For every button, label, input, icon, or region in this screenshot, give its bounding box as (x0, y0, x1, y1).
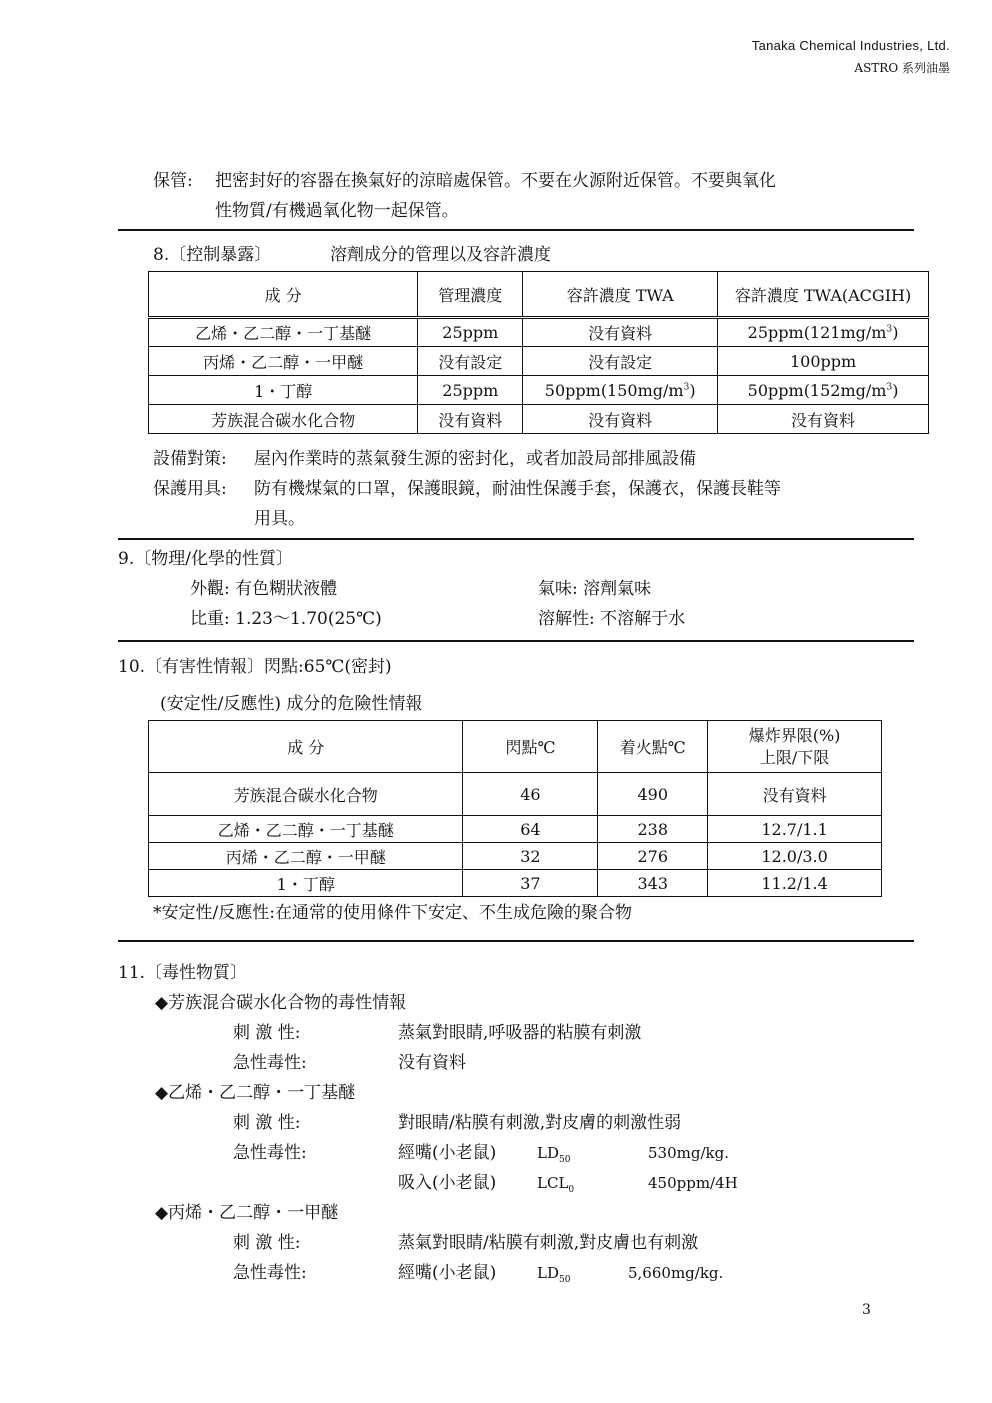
table-cell: 1・丁醇 (149, 870, 463, 897)
table-row (149, 870, 882, 897)
stability-note: *安定性/反應性:在通常的使用條件下安定、不生成危險的聚合物 (153, 903, 632, 923)
specific-gravity: 比重: 1.23～1.70(25℃) (190, 609, 382, 629)
table-header-row (149, 721, 882, 773)
table-cell: 490 (598, 773, 708, 816)
tox-heading-aromatic: ◆芳族混合碳水化合物的毒性情報 (155, 993, 407, 1013)
storage-label: 保管: (153, 171, 193, 191)
page-number: 3 (862, 1302, 871, 1318)
table-cell: 46 (463, 773, 598, 816)
acute-toxicity-label: 急性毒性: (233, 1263, 307, 1283)
table-cell: 276 (598, 843, 708, 870)
ld50-label: $LD_{50}$ (537, 1264, 571, 1285)
ld50-value: 530mg/kg. (648, 1144, 729, 1162)
table-row (149, 773, 882, 816)
irritation-text: 蒸氣對眼睛/粘膜有刺激,對皮膚也有刺激 (398, 1233, 699, 1253)
col-header: 容許濃度 TWA (523, 272, 718, 318)
table-cell: 1・丁醇 (149, 376, 418, 405)
appearance: 外觀: 有色糊狀液體 (190, 579, 338, 599)
table-cell: 12.0/3.0 (708, 843, 882, 870)
protection-line-2: 用具。 (254, 509, 305, 529)
company-name: Tanaka Chemical Industries, Ltd. (751, 38, 950, 53)
table-cell: 100ppm (718, 347, 929, 376)
lcl0-label: $LCL_0$ (537, 1174, 575, 1195)
table-cell: 没有設定 (523, 347, 718, 376)
col-header: 着火點℃ (598, 721, 708, 773)
table-cell: 343 (598, 870, 708, 897)
table-cell: $50ppm(150mg/m^3)$ (523, 376, 718, 405)
table-header-row (149, 272, 929, 318)
table-cell: $50ppm(152mg/m^3)$ (718, 376, 929, 405)
table-cell: 12.7/1.1 (708, 816, 882, 843)
table-cell: $25ppm(121mg/m^3)$ (718, 318, 929, 347)
table-cell: 没有設定 (418, 347, 523, 376)
table-cell: 64 (463, 816, 598, 843)
acute-toxicity-route: 吸入(小老鼠) (398, 1173, 497, 1193)
table-row (149, 376, 929, 405)
col-header: 閃點℃ (463, 721, 598, 773)
table-cell: 丙烯・乙二醇・一甲醚 (149, 347, 418, 376)
col-header: 管理濃度 (418, 272, 523, 318)
acute-toxicity-route: 經嘴(小老鼠) (398, 1143, 497, 1163)
sec10-subtitle: (安定性/反應性) 成分的危險性情報 (160, 694, 423, 714)
table-cell: 芳族混合碳水化合物 (149, 773, 463, 816)
table-row (149, 318, 929, 347)
solubility: 溶解性: 不溶解于水 (538, 609, 686, 629)
table-cell: 238 (598, 816, 708, 843)
table-cell: 11.2/1.4 (708, 870, 882, 897)
acute-toxicity-label: 急性毒性: (233, 1053, 307, 1073)
divider (118, 940, 914, 942)
acute-toxicity-route: 經嘴(小老鼠) (398, 1263, 497, 1283)
irritation-label: 刺 激 性: (233, 1023, 301, 1043)
divider (118, 538, 914, 540)
ld50-label: $LD_{50}$ (537, 1144, 571, 1165)
divider (118, 229, 914, 231)
table-cell: 没有資料 (418, 405, 523, 434)
col-header: 容許濃度 TWA(ACGIH) (718, 272, 929, 318)
sec8-subtitle: 溶劑成分的管理以及容許濃度 (330, 245, 551, 265)
sec8-title: 8.〔控制暴露〕 (153, 245, 272, 265)
table-cell: 没有資料 (718, 405, 929, 434)
sec10-title: 10.〔有害性情報〕閃點:65℃(密封) (118, 657, 392, 677)
divider (118, 640, 914, 642)
storage-line-1: 把密封好的容器在換氣好的涼暗處保管。不要在火源附近保管。不要與氧化 (215, 171, 776, 191)
tox-heading-methyl-ether: ◆丙烯・乙二醇・一甲醚 (155, 1203, 339, 1223)
irritation-label: 刺 激 性: (233, 1233, 301, 1253)
col-header: 爆炸界限(%) 上限/下限 (708, 721, 882, 773)
col-header: 成 分 (149, 272, 418, 318)
equipment-label: 設備對策: (153, 449, 227, 469)
table-cell: 乙烯・乙二醇・一丁基醚 (149, 816, 463, 843)
table-cell: 乙烯・乙二醇・一丁基醚 (149, 318, 418, 347)
ld50-value: 5,660mg/kg. (628, 1264, 724, 1282)
odor: 氣味: 溶劑氣味 (538, 579, 652, 599)
protection-label: 保護用具: (153, 479, 227, 499)
table-cell: 37 (463, 870, 598, 897)
acute-toxicity-text: 没有資料 (398, 1053, 466, 1073)
table-cell: 没有資料 (523, 318, 718, 347)
table-cell: 25ppm (418, 318, 523, 347)
table-row (149, 405, 929, 434)
table-row (149, 816, 882, 843)
storage-line-2: 性物質/有機過氧化物一起保管。 (215, 201, 459, 221)
irritation-text: 蒸氣對眼睛,呼吸器的粘膜有刺激 (398, 1023, 642, 1043)
table-row (149, 843, 882, 870)
irritation-text: 對眼睛/粘膜有刺激,對皮膚的刺激性弱 (398, 1113, 682, 1133)
tox-heading-butyl-ether: ◆乙烯・乙二醇・一丁基醚 (155, 1083, 356, 1103)
sec11-title: 11.〔毒性物質〕 (118, 963, 248, 983)
irritation-label: 刺 激 性: (233, 1113, 301, 1133)
table-cell: 丙烯・乙二醇・一甲醚 (149, 843, 463, 870)
col-header: 成 分 (149, 721, 463, 773)
table-row (149, 347, 929, 376)
table-cell: 25ppm (418, 376, 523, 405)
table-cell: 没有資料 (708, 773, 882, 816)
table-cell: 没有資料 (523, 405, 718, 434)
table-cell: 芳族混合碳水化合物 (149, 405, 418, 434)
sec9-title: 9.〔物理/化學的性質〕 (118, 549, 293, 569)
product-series: ASTRO 系列油墨 (854, 61, 950, 75)
acute-toxicity-label: 急性毒性: (233, 1143, 307, 1163)
lcl0-value: 450ppm/4H (648, 1174, 738, 1192)
equipment-text: 屋內作業時的蒸氣發生源的密封化，或者加設局部排風設備 (254, 449, 696, 469)
table-cell: 32 (463, 843, 598, 870)
exposure-table (148, 271, 929, 434)
protection-line-1: 防有機煤氣的口罩，保護眼鏡，耐油性保護手套，保護衣，保護長鞋等 (254, 479, 781, 499)
hazard-table (148, 720, 882, 897)
